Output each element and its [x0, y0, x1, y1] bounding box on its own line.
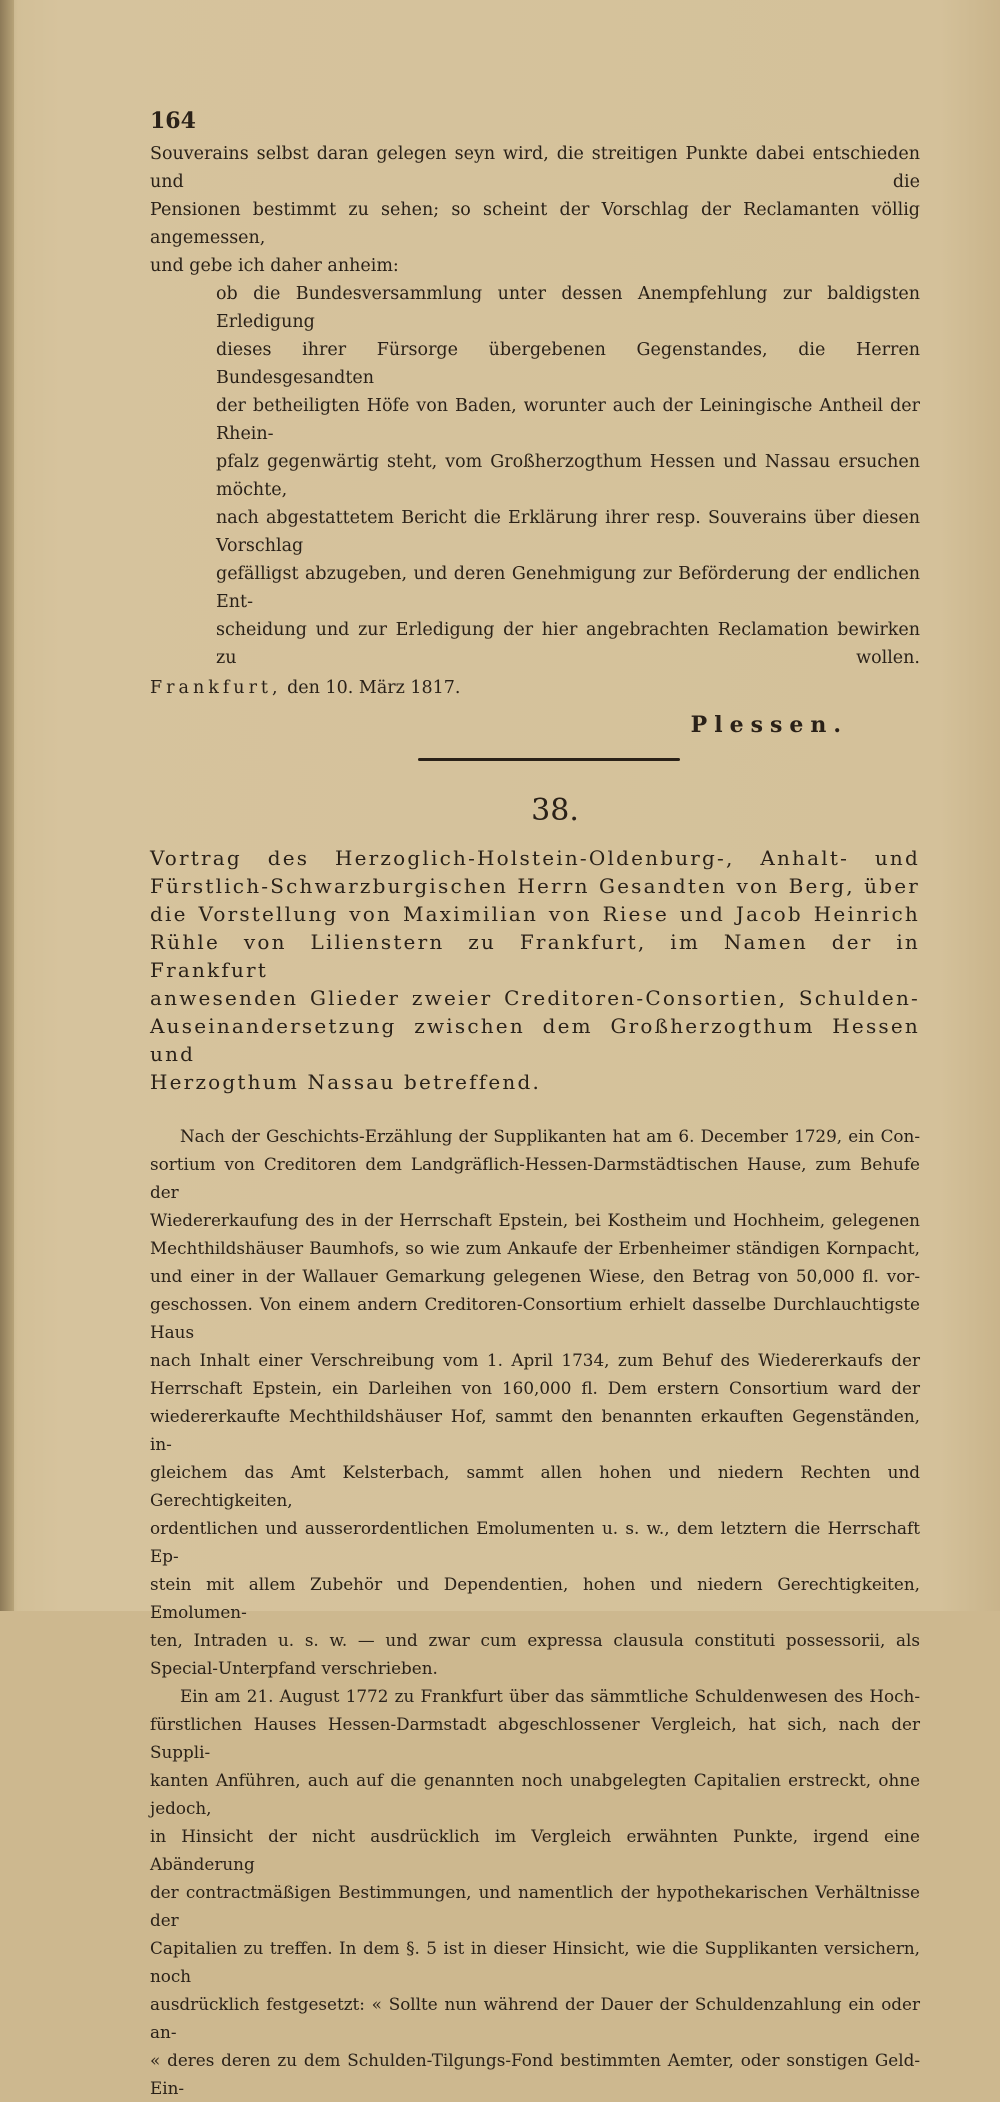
- text-line: dieses ihrer Fürsorge übergebenen Gegenstandes, die Herren Bundesgesandten: [216, 340, 920, 388]
- text-line: der contractmäßigen Bestimmungen, und namentlich der hypothekarischen Verhältnisse der: [150, 1882, 920, 1930]
- title-line: Fürstlich-Schwarzburgischen Herrn Gesandten von Berg, über: [150, 874, 920, 898]
- text-line: Pensionen bestimmt zu sehen; so scheint der Vorschlag der Reclamanten völlig angemessen,: [150, 200, 920, 248]
- text-line: geschossen. Von einem andern Creditoren-Consortium erhielt dasselbe Durchlauchtigste Haus: [150, 1294, 920, 1342]
- text-line: ten, Intraden u. s. w. — und zwar cum expressa clausula constituti possessorii, als: [150, 1630, 920, 1650]
- title-line: die Vorstellung von Maximilian von Riese und Jacob Heinrich: [150, 902, 920, 926]
- text-line: kanten Anführen, auch auf die genannten noch unabgelegten Capitalien erstreckt, ohne jedoch,: [150, 1770, 920, 1818]
- text-line: Special-Unterpfand verschrieben.: [150, 1658, 438, 1678]
- top-block: [150, 140, 920, 280]
- text-line: pfalz gegenwärtig steht, vom Großherzogthum Hessen und Nassau ersuchen möchte,: [216, 452, 920, 500]
- section-number: 38.: [531, 793, 579, 828]
- text-line: « deres deren zu dem Schulden-Tilgungs-Fond bestimmten Aemter, oder sonstigen Geld-Ein-: [150, 2050, 920, 2098]
- title-line: Vortrag des Herzoglich-Holstein-Oldenburg-, Anhalt- und: [150, 846, 920, 870]
- section-divider: [418, 758, 680, 761]
- text-line: fürstlichen Hauses Hessen-Darmstadt abgeschlossener Vergleich, hat sich, nach der Suppli-: [150, 1714, 920, 1762]
- text-line: Herrschaft Epstein, ein Darleihen von 160,000 fl. Dem erstern Consortium ward der: [150, 1378, 920, 1398]
- text-line: ob die Bundesversammlung unter dessen Anempfehlung zur baldigsten Erledigung: [216, 284, 920, 332]
- title-line: Herzogthum Nassau betreffend.: [150, 1070, 542, 1094]
- text-line: Souverains selbst daran gelegen seyn wird, die streitigen Punkte dabei entschieden und die: [150, 144, 920, 192]
- text-line: gefälligst abzugeben, und deren Genehmigung zur Beförderung der endlichen Ent-: [216, 564, 920, 612]
- text-line: Capitalien zu treffen. In dem §. 5 ist in dieser Hinsicht, wie die Supplikanten versichern, noch: [150, 1938, 920, 1986]
- page-number: 164: [150, 108, 196, 134]
- text-line: in Hinsicht der nicht ausdrücklich im Vergleich erwähnten Punkte, irgend eine Abänderung: [150, 1826, 920, 1874]
- text-line: ausdrücklich festgesetzt: « Sollte nun während der Dauer der Schuldenzahlung ein oder an-: [150, 1994, 920, 2042]
- title-line: Rühle von Lilienstern zu Frankfurt, im Namen der in Frankfurt: [150, 930, 920, 982]
- text-line: und einer in der Wallauer Gemarkung gelegenen Wiese, den Betrag von 50,000 fl. vor-: [150, 1266, 920, 1286]
- signature: Plessen.: [690, 712, 848, 738]
- page-content: [150, 108, 920, 2102]
- proposal-block: [150, 280, 920, 672]
- text-line: stein mit allem Zubehör und Dependentien, hohen und niedern Gerechtigkeiten, Emolumen-: [150, 1574, 920, 1622]
- text-line: Ein am 21. August 1772 zu Frankfurt über das sämmtliche Schuldenwesen des Hoch-: [180, 1686, 920, 1706]
- page-gutter: [0, 0, 14, 1611]
- text-line: Mechthildshäuser Baumhofs, so wie zum Ankaufe der Erbenheimer ständigen Kornpacht,: [150, 1238, 920, 1258]
- section-title: [150, 844, 920, 1096]
- text-line: ordentlichen und ausserordentlichen Emolumenten u. s. w., dem letztern die Herrschaft Ep-: [150, 1518, 920, 1566]
- title-line: anwesenden Glieder zweier Creditoren-Consortien, Schulden-: [150, 986, 920, 1010]
- text-line: sortium von Creditoren dem Landgräflich-Hessen-Darmstädtischen Hause, zum Behufe der: [150, 1154, 920, 1202]
- text-line: nach abgestattetem Bericht die Erklärung ihrer resp. Souverains über diesen Vorschlag: [216, 508, 920, 556]
- text-line: Nach der Geschichts-Erzählung der Supplikanten hat am 6. December 1729, ein Con-: [180, 1126, 920, 1146]
- text-line: und gebe ich daher anheim:: [150, 256, 399, 276]
- text-line: nach Inhalt einer Verschreibung vom 1. April 1734, zum Behuf des Wiedererkaufs der: [150, 1350, 920, 1370]
- title-line: Auseinandersetzung zwischen dem Großherzogthum Hessen und: [150, 1014, 920, 1066]
- date-text: den 10. März 1817.: [287, 678, 461, 698]
- text-line: scheidung und zur Erledigung der hier angebrachten Reclamation bewirken zu wollen.: [216, 620, 920, 668]
- paragraph-1: [150, 1122, 920, 1682]
- date-line: [150, 674, 920, 702]
- paragraph-2: [150, 1682, 920, 2102]
- text-line: der betheiligten Höfe von Baden, worunter auch der Leiningische Antheil der Rhein-: [216, 396, 920, 444]
- date-city: Frankfurt,: [150, 678, 282, 698]
- text-line: wiedererkaufte Mechthildshäuser Hof, sammt den benannten erkauften Gegenständen, in-: [150, 1406, 920, 1454]
- text-line: gleichem das Amt Kelsterbach, sammt allen hohen und niedern Rechten und Gerechtigkeiten,: [150, 1462, 920, 1510]
- text-line: Wiedererkaufung des in der Herrschaft Epstein, bei Kostheim und Hochheim, gelegenen: [150, 1210, 920, 1230]
